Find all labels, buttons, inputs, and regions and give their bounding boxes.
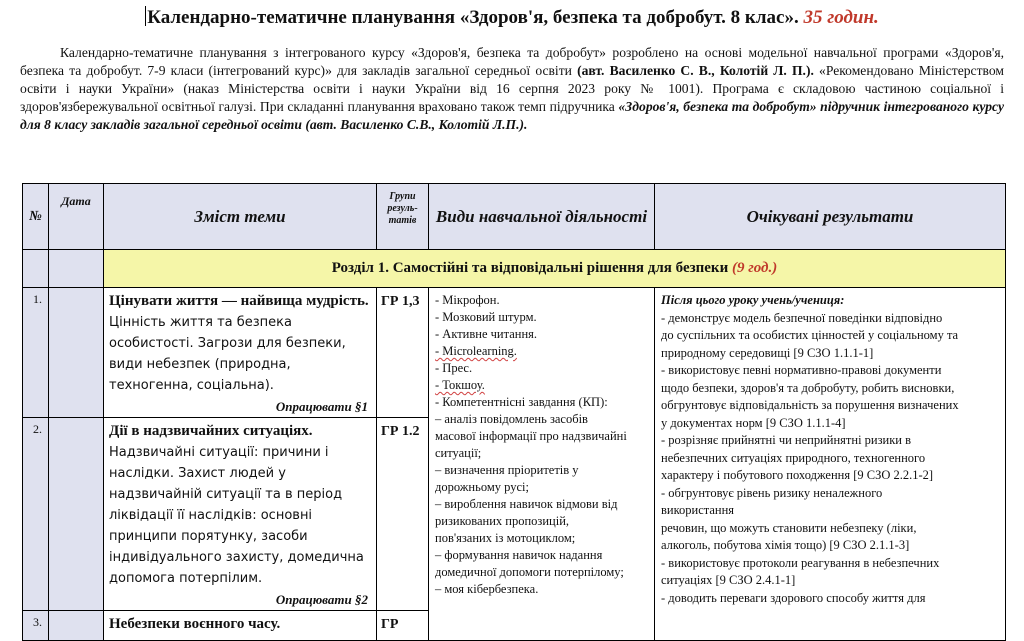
activity-line: – моя кібербезпека.: [435, 582, 539, 596]
section-date-cell: [49, 250, 104, 288]
result-line: - обгрунтовує рівень ризику неналежного: [661, 485, 883, 500]
activity-line: - Мозковий штурм.: [435, 310, 537, 324]
header-activities: Види навчальної діяльності: [429, 184, 655, 250]
activity-line: пов'язаних із мотоциклом;: [435, 531, 576, 545]
topic-body: Надзвичайні ситуації: причини і наслідки. Захист людей у надзвичайній ситуації та в період ліквідації її наслідків: основні принципи порятунку, засоби індивідуального захисту, домедична допомога потерпілим.: [109, 445, 364, 586]
row-date: [49, 611, 104, 641]
section-title-text: Розділ 1. Самостійні та відповідальні рішення для безпеки: [331, 260, 729, 276]
activity-line: - Активне читання.: [435, 327, 538, 341]
result-line: речовин, що можуть становити небезпеку (ліки,: [661, 520, 917, 535]
topic-title: Небезпеки воєнного часу.: [109, 616, 281, 632]
topic-homework: Опрацювати §2: [275, 592, 368, 607]
header-results: Очікувані результати: [655, 184, 1006, 250]
result-line: небезпечних ситуаціях природного, техногенного: [661, 450, 926, 465]
row-topic: [104, 611, 377, 641]
result-line: - використовує протоколи реагування в небезпечних: [661, 555, 940, 570]
row-topic: [104, 288, 377, 418]
header-date: Дата: [49, 184, 104, 250]
topic-title: Цінувати життя — найвища мудрість.: [109, 293, 369, 309]
result-line: - використовує певні нормативно-правові документи: [661, 363, 942, 377]
activity-line: - Компетентнісні завдання (КП):: [435, 395, 608, 409]
activity-line: - Мікрофон.: [435, 293, 500, 307]
activity-line: - Прес.: [435, 361, 473, 375]
result-line: щодо безпеки, здоров'я та добробуту, робить висновки,: [661, 380, 955, 395]
row-number: 2.: [23, 418, 49, 611]
topic-body: Цінність життя та безпека особистості. Загрози для безпеки, види небезпек (природна, техногенна, соціальна).: [109, 315, 346, 393]
intro-text-2: «Рекомендовано Міністерством освіти і науки України» (наказ Міністерства освіти і науки України від 16 серпня 2023 року № 1001). Програма є складовою частиною соціальної і здоров'язбережувальної освітньої галузі. При складанні планування враховано також темп підручника: [20, 63, 1004, 114]
topic-homework: Опрацювати §1: [275, 399, 368, 414]
activity-line: - Токшоу.: [435, 378, 485, 392]
activity-line: – формування навичок надання: [435, 548, 603, 562]
section-title: [104, 250, 1006, 288]
results-heading: Після цього уроку учень/учениця:: [661, 293, 845, 307]
result-line: до суспільних та особистих цінностей у соціальному та: [661, 328, 959, 342]
header-groups: Групи резуль-татів: [377, 184, 429, 250]
header-number: №: [23, 184, 49, 250]
activity-line: ризикованих пропозицій,: [435, 514, 570, 528]
result-line: - розрізняє прийнятні чи неприйнятні ризики в: [661, 433, 912, 447]
title-main: Календарно-тематичне планування «Здоров'я, безпека та добробут. 8 клас».: [147, 7, 799, 28]
activity-line: – визначення пріоритетів у: [435, 463, 579, 477]
activity-line: ситуації;: [435, 446, 482, 460]
row-group: ГР: [377, 611, 429, 641]
section-number-cell: [23, 250, 49, 288]
intro-paragraph: [20, 44, 1004, 134]
topic-title: Дії в надзвичайних ситуаціях.: [109, 423, 313, 439]
result-line: обгрунтовує відповідальність за порушення визначених: [661, 398, 959, 412]
table-row: [23, 288, 1006, 418]
result-line: у документах норм [9 СЗО 1.1.1-4]: [661, 415, 846, 430]
section-hours: (9 год.): [731, 260, 778, 276]
activity-line: - Microlearning.: [435, 344, 517, 358]
plan-table: [22, 183, 1006, 641]
result-line: - демонструє модель безпечної поведінки відповідно: [661, 310, 943, 325]
result-line: - доводить переваги здорового способу життя для: [661, 590, 926, 605]
result-line: ситуаціях [9 СЗО 2.4.1-1]: [661, 573, 796, 587]
result-line: використання: [661, 503, 735, 517]
result-line: природному середовищі [9 СЗО 1.1.1-1]: [661, 345, 874, 360]
intro-authors: (авт. Василенко С. В., Колотій Л. П.).: [577, 63, 814, 78]
document-title: [0, 6, 1024, 29]
activity-line: домедичної допомоги потерпілому;: [435, 565, 624, 579]
activity-line: дорожньому русі;: [435, 480, 529, 494]
row-date: [49, 418, 104, 611]
result-line: характеру і побутового походження [9 СЗО 2.2.1-2]: [661, 468, 934, 482]
title-hours: 35 годин.: [803, 7, 879, 28]
row-group: ГР 1,3: [377, 288, 429, 418]
activity-line: масової інформації про надзвичайні: [435, 429, 627, 443]
section-row: [23, 250, 1006, 288]
activity-line: – аналіз повідомлень засобів: [435, 412, 588, 426]
row-group: ГР 1.2: [377, 418, 429, 611]
row-topic: [104, 418, 377, 611]
intro-text-1: Календарно-тематичне планування з інтегрованого курсу «Здоров'я, безпека та добробут» розроблено на основі модельної навчальної програми «Здоров'я, безпека та добробут. 7-9 класи (інтегрований курс)» для закладів загальної середньої освіти: [20, 45, 1004, 78]
row-number: 1.: [23, 288, 49, 418]
result-line: алкоголь, побутова хімія тощо) [9 СЗО 2.1.1-3]: [661, 538, 910, 552]
results-cell: [655, 288, 1006, 641]
header-topic: Зміст теми: [104, 184, 377, 250]
row-date: [49, 288, 104, 418]
row-number: 3.: [23, 611, 49, 641]
activities-cell: [429, 288, 655, 641]
intro-textbook: «Здоров'я, безпека та добробут» підручник інтегрованого курсу для 8 класу закладів загальної середньої освіти (авт. Василенко С.В., Колотій Л.П.).: [20, 99, 1004, 132]
activity-line: – вироблення навичок відмови від: [435, 497, 618, 511]
header-row: [23, 184, 1006, 250]
